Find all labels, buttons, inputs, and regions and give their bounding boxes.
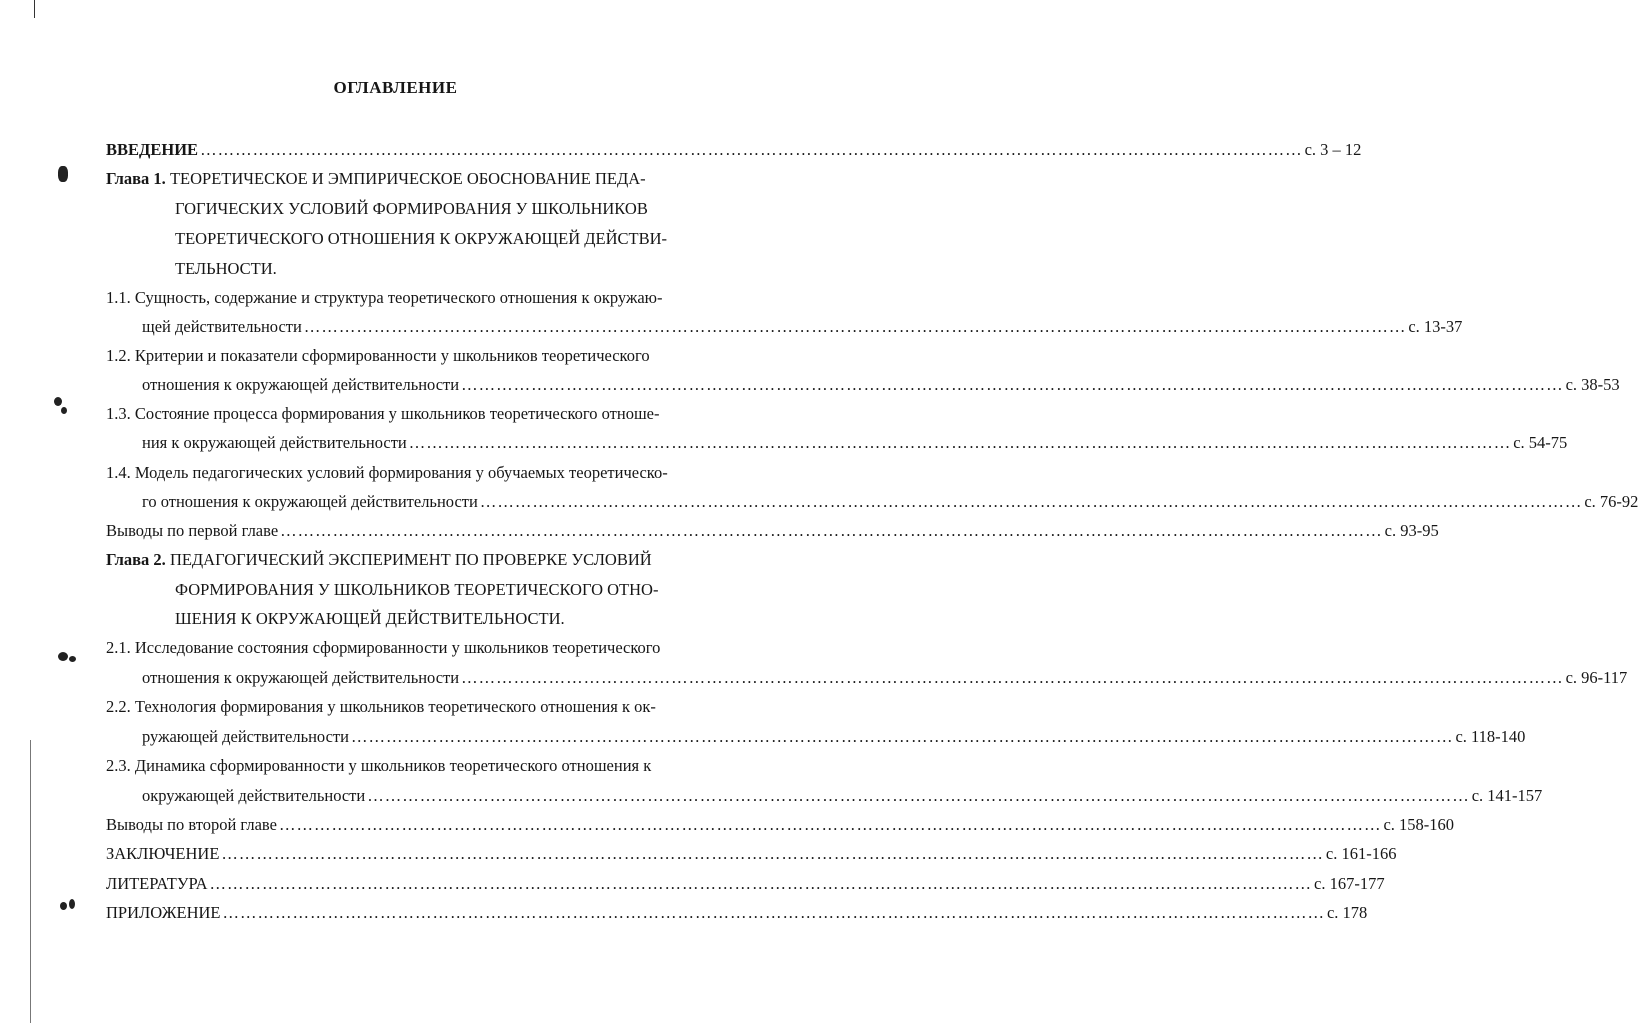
scan-blot bbox=[69, 899, 75, 909]
toc-section-2-3-cont[interactable] bbox=[142, 786, 1543, 806]
scan-blot bbox=[54, 397, 62, 406]
toc-entry-label: ЛИТЕРАТУРА bbox=[106, 874, 208, 893]
toc-section-2-2-cont[interactable] bbox=[142, 727, 1526, 747]
chapter-title-line: ТЕЛЬНОСТИ. bbox=[175, 259, 277, 278]
scan-edge-line bbox=[34, 0, 35, 18]
toc-entry-pages: с. 167-177 bbox=[1314, 874, 1385, 893]
leader-dots: ……………………………………………………………………………………………………………………………………………………………………… bbox=[222, 903, 1325, 922]
toc-entry-pages: с. 13-37 bbox=[1408, 317, 1463, 336]
toc-entry-pages: с. 93-95 bbox=[1384, 521, 1439, 540]
toc-entry-literature[interactable] bbox=[106, 874, 1385, 894]
toc-section-1-3[interactable]: 1.3. Состояние процесса формирования у школьников теоретического отноше- bbox=[106, 404, 660, 423]
toc-section-1-3-cont[interactable] bbox=[142, 433, 1568, 453]
toc-section-1-2-cont[interactable] bbox=[142, 375, 1620, 395]
chapter-title-line: ТЕОРЕТИЧЕСКОЕ И ЭМПИРИЧЕСКОЕ ОБОСНОВАНИЕ ПЕДА- bbox=[169, 169, 646, 188]
toc-entry-intro[interactable] bbox=[106, 140, 1362, 160]
chapter-title-line: ПЕДАГОГИЧЕСКИЙ ЭКСПЕРИМЕНТ ПО ПРОВЕРКЕ УСЛОВИЙ bbox=[169, 550, 652, 569]
toc-entry-label: отношения к окружающей действительности bbox=[142, 375, 460, 394]
toc-entry-pages: с. 118-140 bbox=[1455, 727, 1526, 746]
chapter-label: Глава 2. bbox=[106, 550, 166, 569]
toc-entry-pages: с. 141-157 bbox=[1471, 786, 1543, 805]
scan-blot bbox=[58, 652, 68, 661]
toc-entry-pages: с. 3 – 12 bbox=[1304, 140, 1362, 159]
leader-dots: ……………………………………………………………………………………………………………………………………………………………………… bbox=[350, 727, 1454, 746]
leader-dots: ……………………………………………………………………………………………………………………………………………………………………… bbox=[461, 668, 1564, 687]
chapter-1-heading[interactable] bbox=[106, 169, 646, 189]
chapter-title-line: ТЕОРЕТИЧЕСКОГО ОТНОШЕНИЯ К ОКРУЖАЮЩЕЙ ДЕЙСТВИ- bbox=[175, 229, 667, 248]
toc-entry-pages: с. 76-92 bbox=[1584, 492, 1638, 511]
leader-dots: ……………………………………………………………………………………………………………………………………………………………………… bbox=[408, 433, 1512, 452]
leader-dots: ……………………………………………………………………………………………………………………………………………………………………… bbox=[278, 815, 1382, 834]
leader-dots: ……………………………………………………………………………………………………………………………………………………………………… bbox=[280, 521, 1383, 540]
leader-dots: ……………………………………………………………………………………………………………………………………………………………………… bbox=[367, 786, 1470, 805]
leader-dots: ……………………………………………………………………………………………………………………………………………………………………… bbox=[479, 492, 1583, 511]
toc-entry-label: ния к окружающей действительности bbox=[142, 433, 407, 452]
leader-dots: ……………………………………………………………………………………………………………………………………………………………………… bbox=[200, 140, 1303, 159]
chapter-title-line: ФОРМИРОВАНИЯ У ШКОЛЬНИКОВ ТЕОРЕТИЧЕСКОГО ОТНО- bbox=[175, 580, 659, 599]
scan-edge-line bbox=[30, 740, 31, 1023]
toc-entry-pages: с. 161-166 bbox=[1325, 844, 1397, 863]
page-title: ОГЛАВЛЕНИЕ bbox=[333, 78, 458, 97]
scan-blot bbox=[69, 656, 76, 662]
chapter-2-heading[interactable] bbox=[106, 550, 652, 570]
leader-dots: ……………………………………………………………………………………………………………………………………………………………………… bbox=[461, 375, 1564, 394]
toc-entry-label: ЗАКЛЮЧЕНИЕ bbox=[106, 844, 220, 863]
toc-entry-label: отношения к окружающей действительности bbox=[142, 668, 460, 687]
chapter-label: Глава 1. bbox=[106, 169, 166, 188]
toc-entry-pages: с. 158-160 bbox=[1383, 815, 1455, 834]
chapter-title-line: ШЕНИЯ К ОКРУЖАЮЩЕЙ ДЕЙСТВИТЕЛЬНОСТИ. bbox=[175, 609, 565, 628]
toc-entry-appendix[interactable] bbox=[106, 903, 1368, 923]
toc-entry-pages: с. 54-75 bbox=[1513, 433, 1568, 452]
toc-entry-label: ВВЕДЕНИЕ bbox=[106, 140, 199, 159]
toc-section-1-1-cont[interactable] bbox=[142, 317, 1463, 337]
toc-entry-pages: с. 178 bbox=[1326, 903, 1368, 922]
toc-entry-label: окружающей действительности bbox=[142, 786, 366, 805]
toc-entry-label: щей действительности bbox=[142, 317, 302, 336]
toc-entry-label: Выводы по первой главе bbox=[106, 521, 279, 540]
chapter-title-line: ГОГИЧЕСКИХ УСЛОВИЙ ФОРМИРОВАНИЯ У ШКОЛЬНИКОВ bbox=[175, 199, 648, 218]
scan-blot bbox=[61, 407, 67, 414]
toc-section-1-1[interactable]: 1.1. Сущность, содержание и структура теоретического отношения к окружаю- bbox=[106, 288, 663, 307]
toc-entry-label: ружающей действительности bbox=[142, 727, 349, 746]
toc-entry-conclusion[interactable] bbox=[106, 844, 1397, 864]
toc-entry-label: ПРИЛОЖЕНИЕ bbox=[106, 903, 221, 922]
leader-dots: ……………………………………………………………………………………………………………………………………………………………………… bbox=[303, 317, 1407, 336]
toc-section-2-1-cont[interactable] bbox=[142, 668, 1628, 688]
toc-conclusion-2[interactable] bbox=[106, 815, 1455, 835]
toc-entry-label: Выводы по второй главе bbox=[106, 815, 277, 834]
toc-entry-pages: с. 96-117 bbox=[1565, 668, 1628, 687]
toc-section-1-2[interactable]: 1.2. Критерии и показатели сформированности у школьников теоретического bbox=[106, 346, 650, 365]
toc-section-2-3[interactable]: 2.3. Динамика сформированности у школьников теоретического отношения к bbox=[106, 756, 652, 775]
leader-dots: ……………………………………………………………………………………………………………………………………………………………………… bbox=[209, 874, 1313, 893]
toc-section-2-1[interactable]: 2.1. Исследование состояния сформированности у школьников теоретического bbox=[106, 638, 661, 657]
toc-conclusion-1[interactable] bbox=[106, 521, 1439, 541]
toc-entry-pages: с. 38-53 bbox=[1565, 375, 1620, 394]
toc-section-1-4[interactable]: 1.4. Модель педагогических условий формирования у обучаемых теоретическо- bbox=[106, 463, 668, 482]
scan-blot bbox=[58, 166, 68, 182]
toc-section-2-2[interactable]: 2.2. Технология формирования у школьников теоретического отношения к ок- bbox=[106, 697, 656, 716]
toc-entry-label: го отношения к окружающей действительности bbox=[142, 492, 478, 511]
leader-dots: ……………………………………………………………………………………………………………………………………………………………………… bbox=[221, 844, 1324, 863]
toc-section-1-4-cont[interactable] bbox=[142, 492, 1638, 512]
scan-blot bbox=[60, 902, 67, 910]
